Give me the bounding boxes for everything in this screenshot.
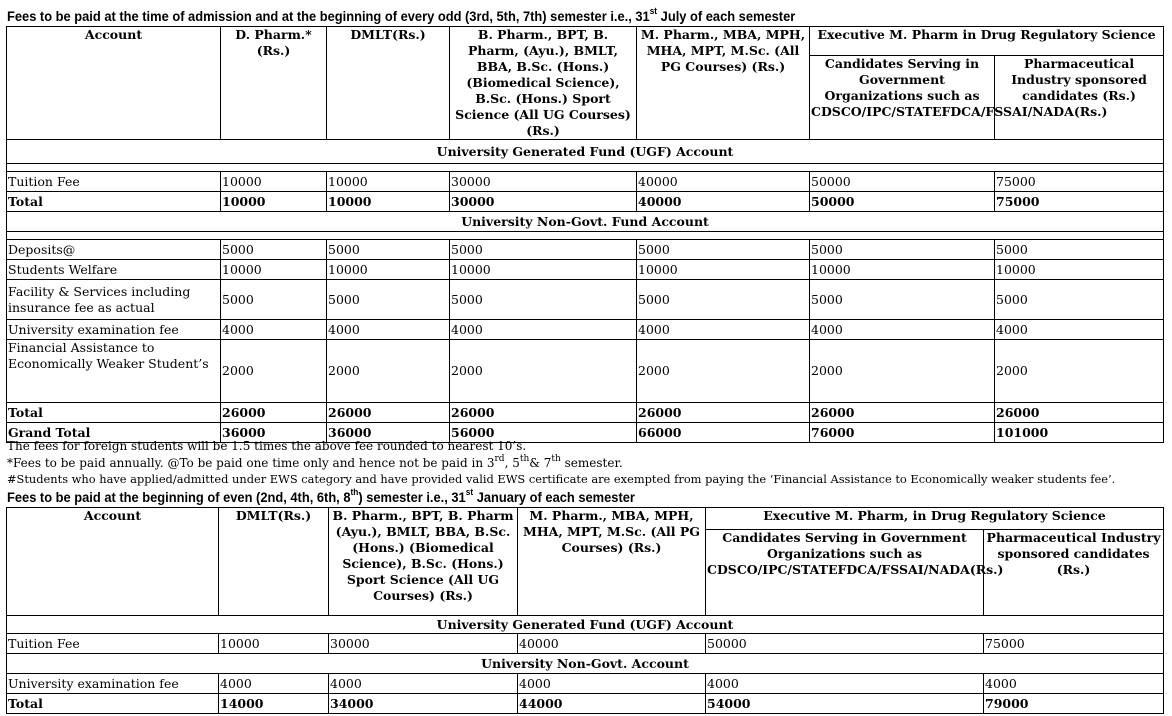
table-row: Students Welfare 10000 10000 10000 10000 10000 10000: [7, 260, 1164, 280]
account-header: Account: [7, 27, 221, 140]
account-header: Account: [7, 508, 219, 616]
table-row: Tuition Fee 10000 10000 30000 40000 50000 75000: [7, 172, 1164, 192]
table-row: Grand Total 36000 36000 56000 66000 76000 101000: [7, 423, 1164, 443]
nongovt-section-title: University Non-Govt. Account: [7, 654, 1164, 674]
dmlt-header: DMLT(Rs.): [219, 508, 329, 616]
section1-heading: Fees to be paid at the time of admission and at the beginning of every odd (3rd, 5th, 7th) semester i.e., 31st July of each semester: [7, 6, 796, 24]
table-row: Total 26000 26000 26000 26000 26000 26000: [7, 403, 1164, 423]
table-row: University examination fee 4000 4000 4000 4000 4000 4000: [7, 320, 1164, 340]
dpharm-header: D. Pharm.*(Rs.): [221, 27, 327, 140]
pg-courses-header: M. Pharm., MBA, MPH, MHA, MPT, M.Sc. (All PG Courses) (Rs.): [518, 508, 706, 616]
industry-candidates-header: Pharmaceutical Industry sponsored candidates (Rs.): [984, 530, 1164, 616]
fee-table-even-semester: [6, 507, 1164, 714]
foreign-students-note: The fees for foreign students will be 1.5 times the above fee rounded to nearest 10’s.: [7, 439, 527, 453]
ugf-section-title: University Generated Fund (UGF) Account: [7, 616, 1164, 634]
gov-candidates-header: Candidates Serving in Government Organizations such as CDSCO/IPC/STATEFDCA/FSSAI/NADA(Rs.): [706, 530, 984, 616]
annual-fees-note: *Fees to be paid annually. @To be paid one time only and hence not be paid in 3rd, 5th& 7th semester.: [7, 454, 623, 470]
exec-mpharm-header: Executive M. Pharm in Drug Regulatory Science: [810, 27, 1164, 56]
table-row: Facility & Services including insurance fee as actual 5000 5000 5000 5000 5000 5000: [7, 280, 1164, 320]
table-row: Deposits@ 5000 5000 5000 5000 5000 5000: [7, 240, 1164, 260]
ug-courses-header: B. Pharm., BPT, B. Pharm, (Ayu.), BMLT, BBA, B.Sc. (Hons.) (Biomedical Science), B.Sc. (Hons.) Sport Science (All UG Courses) (Rs.): [450, 27, 637, 140]
table-row: Financial Assistance to Economically Weaker Student’s 2000 2000 2000 2000 2000 2000: [7, 340, 1164, 403]
table-row: University examination fee 4000 4000 4000 4000 4000: [7, 674, 1164, 694]
pg-courses-header: M. Pharm., MBA, MPH, MHA, MPT, M.Sc. (All PG Courses) (Rs.): [637, 27, 810, 140]
exec-mpharm-header: Executive M. Pharm, in Drug Regulatory Science: [706, 508, 1164, 530]
table-row: Total 10000 10000 30000 40000 50000 75000: [7, 192, 1164, 212]
table-row: Total 14000 34000 44000 54000 79000: [7, 694, 1164, 714]
ug-courses-header: B. Pharm., BPT, B. Pharm (Ayu.), BMLT, BBA, B.Sc. (Hons.) (Biomedical Science), B.Sc. (Hons.) Sport Science (All UG Courses) (Rs.): [329, 508, 518, 616]
fee-table-odd-semester: [6, 26, 1164, 443]
section2-heading: Fees to be paid at the beginning of even (2nd, 4th, 6th, 8th) semester i.e., 31st January of each semester: [7, 487, 635, 505]
ugf-section-title: University Generated Fund (UGF) Account: [7, 140, 1164, 164]
dmlt-header: DMLT(Rs.): [327, 27, 450, 140]
gov-candidates-header: Candidates Serving in Government Organizations such as CDSCO/IPC/STATEFDCA/FSSAI/NADA(Rs.): [810, 55, 995, 139]
ews-note: #Students who have applied/admitted under EWS category and have provided valid EWS certificate are exempted from paying the ‘Financial Assistance to Economically weaker students fee’.: [7, 472, 1116, 486]
nongovt-section-title: University Non-Govt. Fund Account: [7, 212, 1164, 232]
industry-candidates-header: Pharmaceutical Industry sponsored candidates (Rs.): [995, 55, 1164, 139]
table-row: Tuition Fee 10000 30000 40000 50000 75000: [7, 634, 1164, 654]
